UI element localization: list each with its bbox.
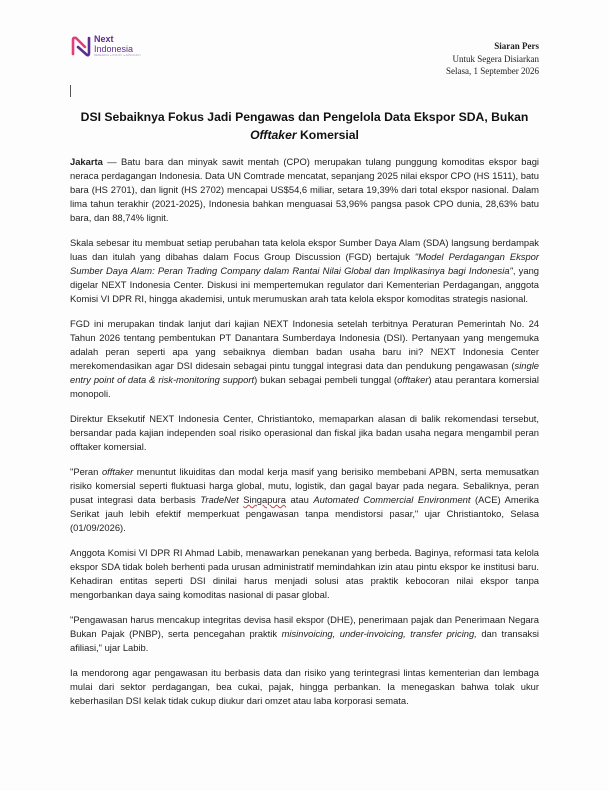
paragraph-5-d: (ACE) Amerika Serikat jauh lebih efektif memperkuat pengawasan tanpa mendistorsi pasar," ujar Christiantoko, Selasa (01/09/2026). (70, 494, 539, 533)
paragraph-6-text: Anggota Komisi VI DPR RI Ahmad Labib, menawarkan penekanan yang berbeda. Baginya, reformasi tata kelola ekspor SDA tidak boleh berhenti pada urusan administratif memindahkan izin atau pintu ekspor ke institusi baru. Kehadiran entitas seperti DSI dinilai harus menjadi solusi atas praktik kebocoran nilai ekspor tanpa mengorbankan daya saing komoditas nasional di pasar global. (70, 547, 539, 600)
paragraph-5-italic-3: Automated Commercial Environment (313, 494, 471, 505)
paragraph-7-a: "Pengawasan harus mencakup integritas devisa hasil ekspor (DHE), penerimaan pajak dan Penerimaan Negara Bukan Pajak (PNBP), serta pencegahan praktik (70, 614, 539, 639)
release-title: Siaran Pers (494, 41, 539, 51)
paragraph-5-c: atau (286, 494, 314, 505)
paragraph-5-b: menuntut likuiditas dan modal kerja masif yang berisiko membebani APBN, serta memusatkan risiko komersial seperti fluktuasi harga global, mutu, logistik, dan gagal bayar pada negara. Sebaliknya, peran pusat integrasi data berbasis (70, 466, 539, 505)
paragraph-2-italic: "Model Perdagangan Ekspor Sumber Daya Alam: Peran Trading Company dalam Rantai Nilai Global dan Implikasinya bagi Indonesia" (70, 251, 539, 276)
paragraph-3-a: FGD ini merupakan tindak lanjut dari kajian NEXT Indonesia setelah terbitnya Peraturan Pemerintah No. 24 Tahun 2026 tentang pembentukan PT Danantara Sumberdaya Indonesia (DSI). Pertanyaan yang mengemuka adalah peran seperti apa yang sebaiknya diemban badan usaha baru ini? NEXT Indonesia Center merekomendasikan agar DSI didesain sebagai pintu tunggal integrasi data dan pendukung pengawasan ( (70, 318, 539, 371)
paragraph-5-italic-2: TradeNet (200, 494, 239, 505)
paragraph-2 (70, 236, 539, 306)
paragraph-3-b: ) bukan sebagai pembeli tunggal ( (254, 374, 398, 385)
paragraph-7-b: dan transaksi afiliasi," ujar Labib. (70, 628, 539, 653)
paragraph-4-text: Direktur Eksekutif NEXT Indonesia Center, Christiantoko, memaparkan alasan di balik rekomendasi tersebut, bersandar pada kajian independen soal risiko operasional dan fiskal jika badan usaha negara mengambil peran offtaker komersial. (70, 413, 539, 452)
paragraph-2-a: Skala sebesar itu membuat setiap perubahan tata kelola ekspor Sumber Daya Alam (SDA) langsung berdampak luas dan itulah yang dibahas dalam Focus Group Discussion (FGD) bertajuk (70, 237, 539, 262)
logo-tagline: RESEARCH ● POLICY ● ADVOCACY (94, 54, 142, 57)
logo-name: Next (94, 34, 114, 44)
paragraph-6 (70, 546, 539, 602)
headline-rest: Komersial (296, 128, 359, 142)
paragraph-3-c: ) atau perantara komersial monopoli. (70, 374, 539, 399)
paragraph-1-text: — Batu bara dan minyak sawit mentah (CPO) merupakan tulang punggung komoditas ekspor bagi neraca perdagangan Indonesia. Data UN Comtrade mencatat, sepanjang 2025 nilai ekspor CPO (HS 1511), batu bara (HS 2701), dan lignit (HS 2702) mencapai US$54,6 miliar, setara 19,39% dari total ekspor nasional. Dalam lima tahun terakhir (2021-2025), Indonesia bahkan menguasai 53,96% pangsa pasok CPO dunia, 28,63% batu bara, dan 88,74% lignit. (70, 156, 539, 223)
paragraph-2-b: , yang digelar NEXT Indonesia Center. Diskusi ini mempertemukan regulator dari Kementerian Perdagangan, anggota Komisi VI DPR RI, hingga akademisi, untuk merumuskan arah tata kelola ekspor komoditas strategis nasional. (70, 265, 539, 304)
headline (70, 108, 539, 144)
release-info (446, 40, 539, 78)
paragraph-3 (70, 317, 539, 401)
spellcheck-underlined-word: Singapura (243, 494, 286, 505)
paragraph-5-a: "Peran (70, 466, 102, 477)
paragraph-8-text: Ia mendorong agar pengawasan itu berbasis data dan risiko yang terintegrasi lintas kementerian dan lembaga mulai dari sektor perdagangan, bea cukai, pajak, hingga perbankan. Ia menegaskan bahwa tolak ukur keberhasilan DSI kelak tidak cukup diukur dari omzet atau laba korporasi semata. (70, 667, 539, 706)
paragraph-3-italic-2: offtaker (397, 374, 429, 385)
logo-subname: Indonesia (94, 44, 134, 54)
headline-italic: Offtaker (250, 128, 297, 142)
paragraph-1 (70, 155, 539, 225)
release-date: Selasa, 1 September 2026 (446, 66, 539, 76)
paragraph-8 (70, 666, 539, 708)
headline-line1: DSI Sebaiknya Fokus Jadi Pengawas dan Pengelola Data Ekspor SDA, Bukan (80, 110, 529, 124)
paragraph-5-italic-1: offtaker (101, 466, 134, 477)
release-embargo: Untuk Segera Disiarkan (452, 53, 539, 64)
article-body (70, 155, 539, 719)
paragraph-3-italic-1: single entry point of data & risk-monitoring support (70, 360, 539, 385)
text-cursor-mark (70, 85, 71, 97)
paragraph-4 (70, 412, 539, 454)
n-monogram-logo-icon (70, 35, 92, 57)
paragraph-7 (70, 613, 539, 655)
paragraph-5 (70, 465, 539, 535)
next-indonesia-logo (70, 35, 141, 58)
dateline: Jakarta (70, 156, 103, 167)
paragraph-7-italic: misinvoicing, under-invoicing, transfer pricing, (281, 628, 477, 639)
